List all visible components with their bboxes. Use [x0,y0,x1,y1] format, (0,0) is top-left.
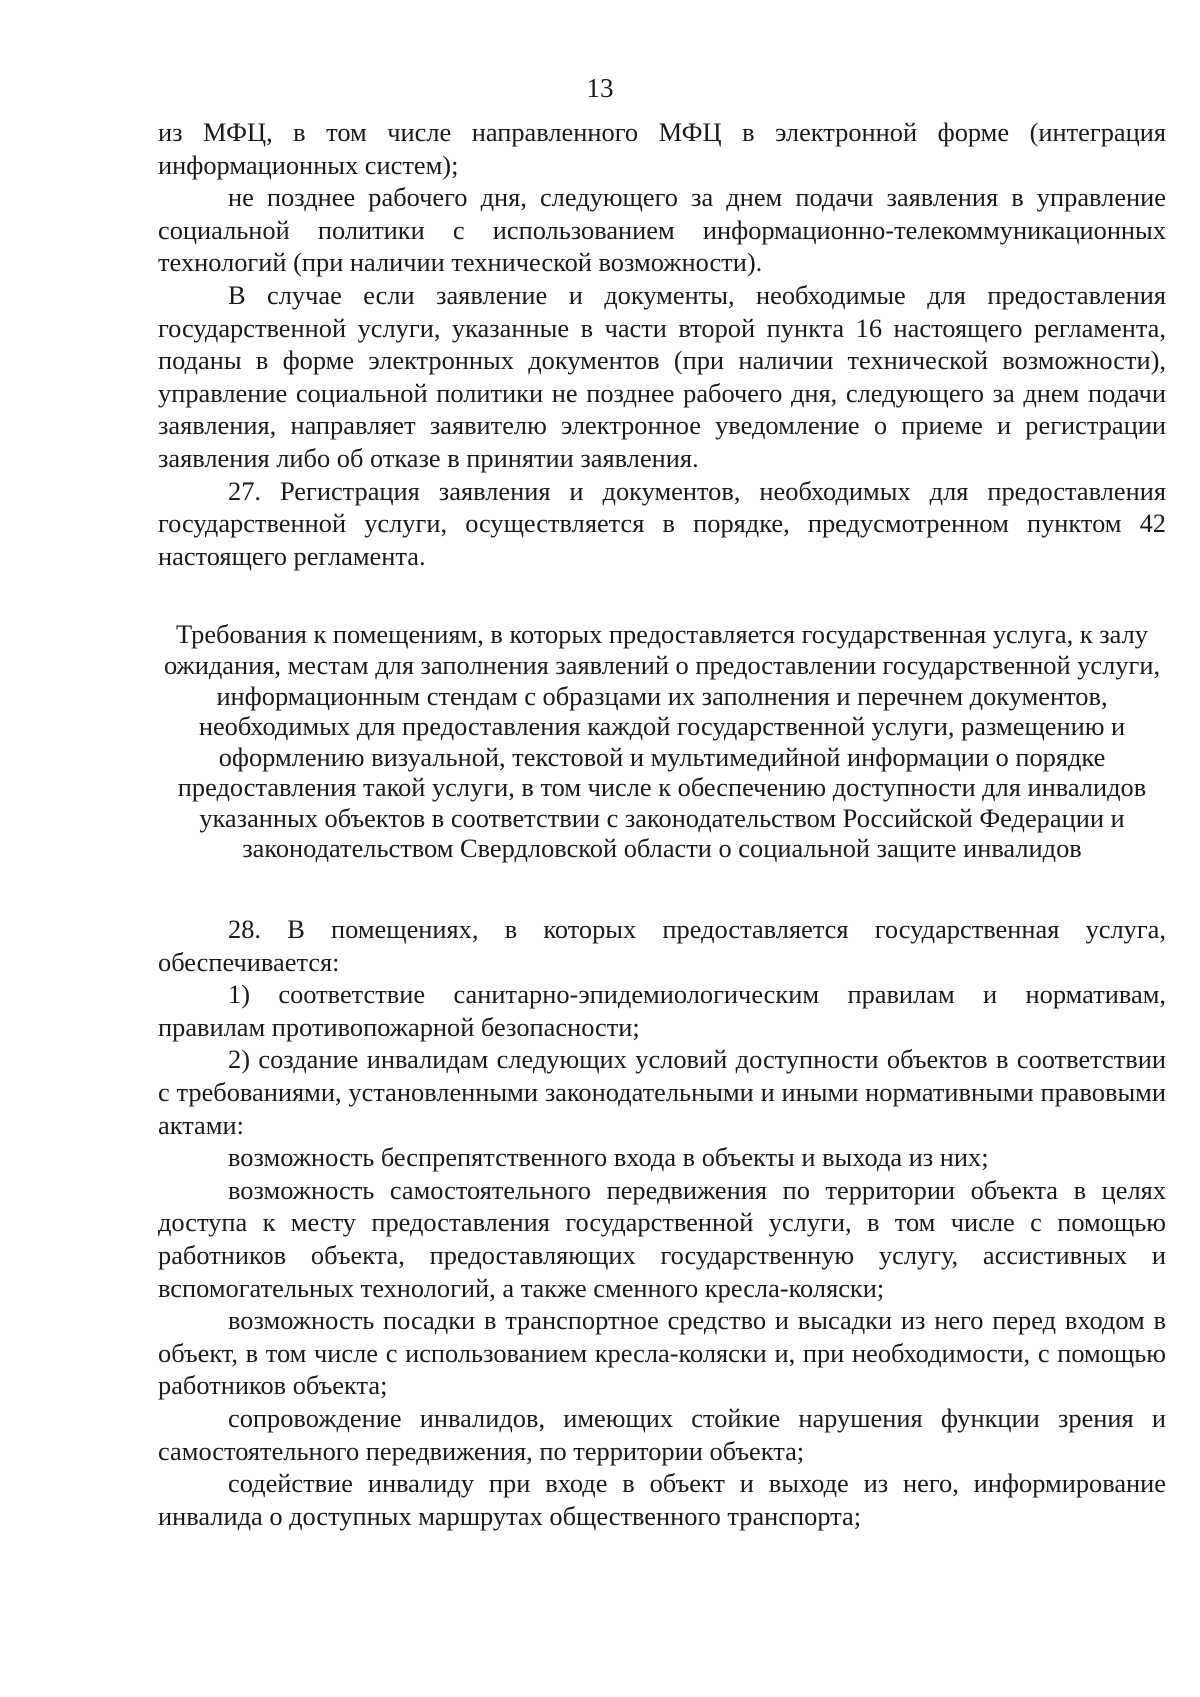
paragraph-electronic-docs: В случае если заявление и документы, необходимые для предоставления государственной услуги, указанные в части второй пункта 16 настоящего регламента, поданы в форме электронных документов (при наличии технической возможности), управление социальной политики не позднее рабочего дня, следующего за днем подачи заявления, направляет заявителю электронное уведомление о приеме и регистрации заявления либо об отказе в принятии заявления. [158,279,1166,473]
paragraph-subitem-2: 2) создание инвалидам следующих условий доступности объектов в соответствии с требованиями, установленными законодательными и иными нормативными правовыми актами: [158,1044,1166,1140]
paragraph-item-28: 28. В помещениях, в которых предоставляется государственная услуга, обеспечивается: [158,914,1166,977]
paragraph-independent-movement: возможность самостоятельного передвижения по территории объекта в целях доступа к месту предоставления государственной услуги, в том числе с помощью работников объекта, предоставляющих государственную услугу, ассистивных и вспомогательных технологий, а также сменного кресла-коляски; [158,1174,1166,1303]
page-number: 13 [586,73,614,103]
paragraph-subitem-1: 1) соответствие санитарно-эпидемиологическим правилам и нормативам, правилам противопожарной безопасности; [158,979,1166,1042]
paragraph-continuation: из МФЦ, в том числе направленного МФЦ в электронной форме (интеграция информационных систем); [158,117,1166,180]
paragraph-escort: сопровождение инвалидов, имеющих стойкие нарушения функции зрения и самостоятельного передвижения, по территории объекта; [158,1402,1166,1466]
paragraph-assistance: содействие инвалиду при входе в объект и выходе из него, информирование инвалида о доступных маршрутах общественного транспорта; [158,1468,1166,1531]
paragraph-entrance-exit: возможность беспрепятственного входа в объекты и выхода из них; [228,1142,989,1173]
paragraph-deadline: не позднее рабочего дня, следующего за днем подачи заявления в управление социальной политики с использованием информационно-телекоммуникационных технологий (при наличии технической возможности). [158,182,1166,278]
document-body [158,116,1166,1532]
section-heading: Требования к помещениям, в которых предоставляется государственная услуга, к залу ожидания, местам для заполнения заявлений о предоставлении государственной услуги, информационным стендам с образцами их заполнения и перечнем документов, необходимых для предоставления каждой государственной услуги, размещению и оформлению визуальной, текстовой и мультимедийной информации о порядке предоставления такой услуги, в том числе к обеспечению доступности для инвалидов указанных объектов в соответствии с законодательством Российской Федерации и законодательством Свердловской области о социальной защите инвалидов [163,619,1161,864]
paragraph-vehicle-boarding: возможность посадки в транспортное средство и высадки из него перед входом в объект, в том числе с использованием кресла-коляски и, при необходимости, с помощью работников объекта; [158,1305,1166,1401]
paragraph-item-27: 27. Регистрация заявления и документов, необходимых для предоставления государственной услуги, осуществляется в порядке, предусмотренном пунктом 42 настоящего регламента. [158,475,1166,571]
